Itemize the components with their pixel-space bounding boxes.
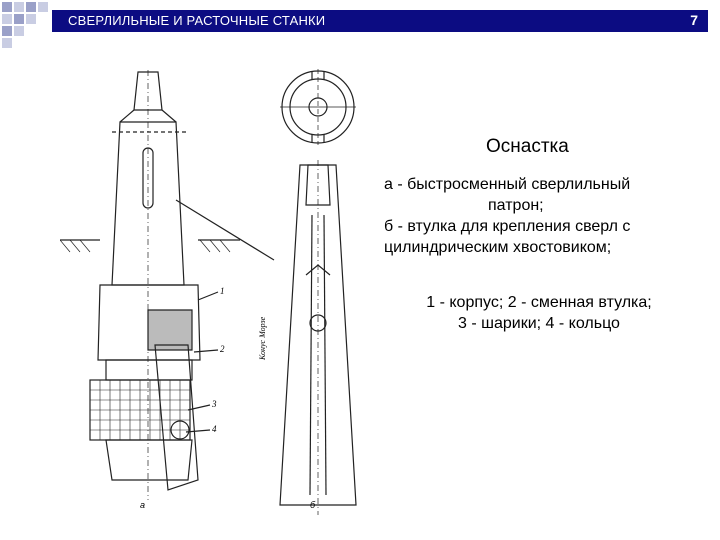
slide-title: СВЕРЛИЛЬНЫЕ И РАСТОЧНЫЕ СТАНКИ	[68, 13, 326, 28]
desc-b-line2: цилиндрическим хвостовиком;	[384, 239, 612, 256]
callout-4: 4	[212, 424, 217, 434]
description-block	[384, 174, 694, 258]
desc-b-line1: б - втулка для крепления сверл с	[384, 218, 631, 235]
parts-legend	[384, 292, 694, 334]
decorative-squares	[0, 0, 60, 50]
desc-a-line2: патрон;	[488, 197, 544, 214]
figure-label-a: а	[140, 500, 146, 510]
figure-label-b: б	[310, 500, 316, 510]
legend-line1: 1 - корпус; 2 - сменная втулка;	[426, 294, 652, 311]
callout-3: 3	[212, 399, 217, 409]
title-bar	[52, 10, 708, 32]
slide-number: 7	[690, 12, 698, 28]
drill-chuck-drawing	[60, 60, 280, 520]
legend-line2: 3 - шарики; 4 - кольцо	[458, 315, 620, 332]
callout-2: 2	[220, 344, 225, 354]
callout-1: 1	[220, 286, 225, 296]
section-heading: Оснастка	[486, 136, 569, 157]
desc-a-line1: а - быстросменный сверлильный	[384, 176, 631, 193]
taper-label: Конус Морзе	[258, 316, 267, 360]
drill-sleeve-drawing	[250, 65, 380, 525]
